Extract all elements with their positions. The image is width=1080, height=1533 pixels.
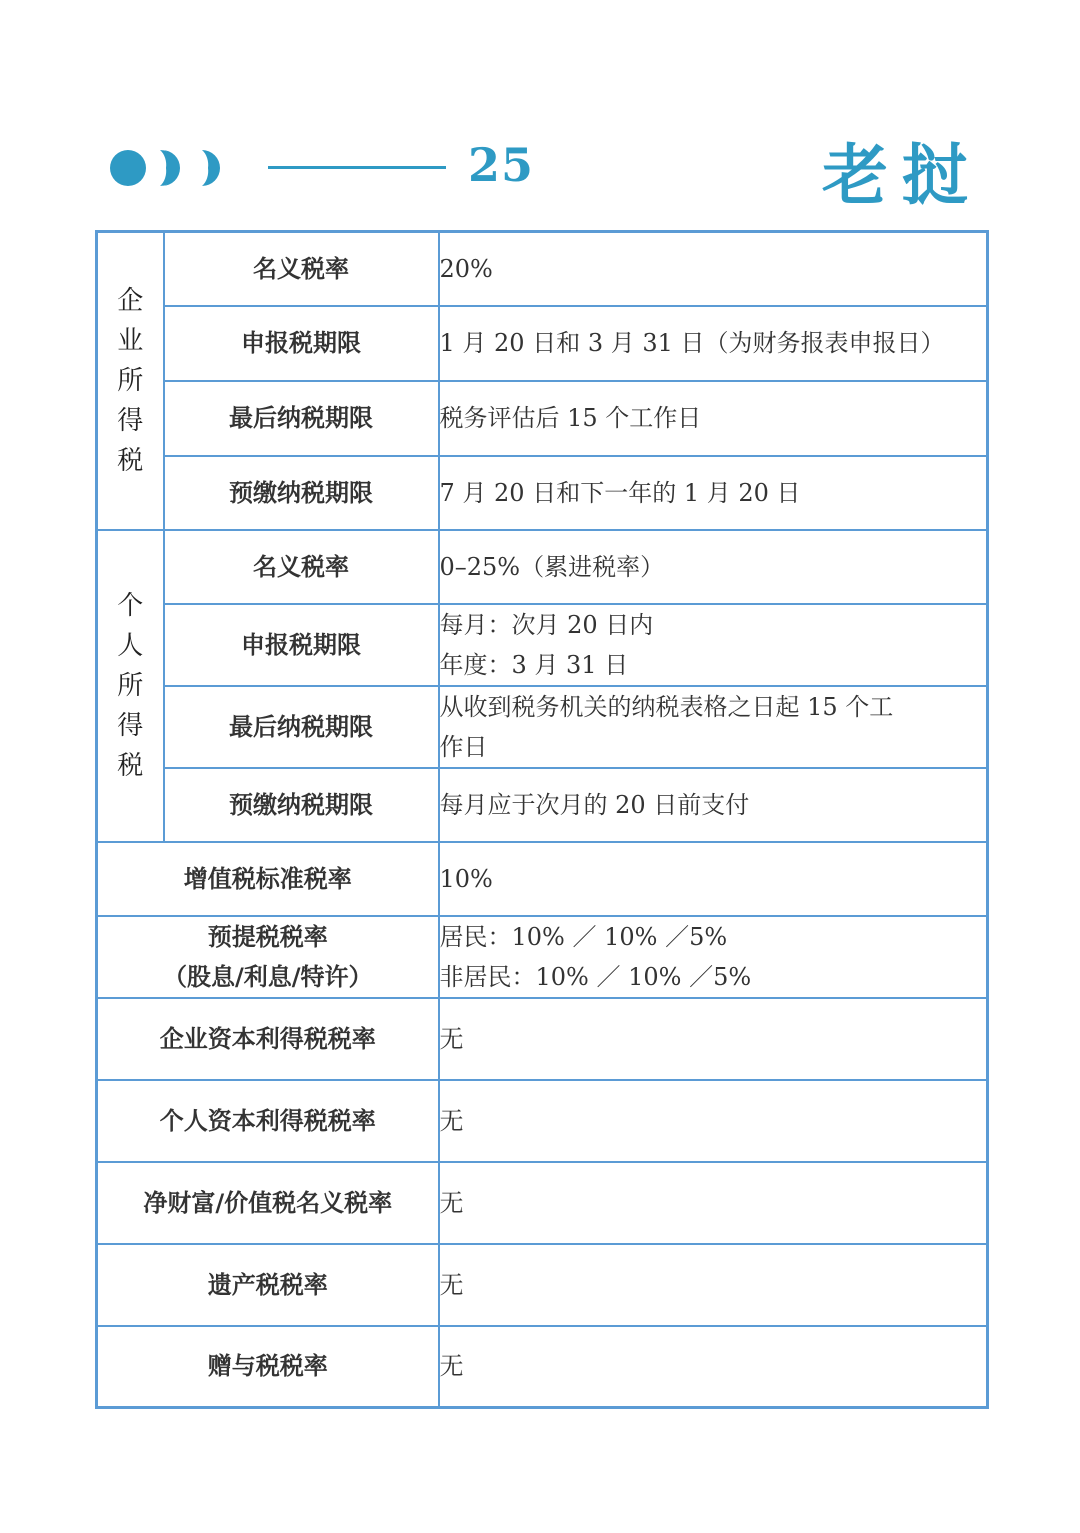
row-label: 预缴纳税期限 <box>164 768 439 842</box>
row-label: 企业资本利得税税率 <box>97 998 439 1080</box>
row-value: 无 <box>439 998 988 1080</box>
tax-table <box>95 230 989 1409</box>
row-value: 无 <box>439 1244 988 1326</box>
row-label: 预缴纳税期限 <box>164 456 439 530</box>
header-divider-line <box>268 166 446 169</box>
table-row <box>97 381 988 456</box>
table-row <box>97 1080 988 1162</box>
row-value: 10% <box>439 842 988 916</box>
row-label: 增值税标准税率 <box>97 842 439 916</box>
page-number: 25 <box>468 138 535 192</box>
decorative-dots-icon <box>110 150 230 186</box>
row-label: 最后纳税期限 <box>164 381 439 456</box>
table-row <box>97 604 988 686</box>
row-label: 预提税税率 （股息/利息/特许） <box>97 916 439 998</box>
table-row <box>97 768 988 842</box>
country-title: 老挝 <box>822 136 982 214</box>
row-value: 税务评估后 15 个工作日 <box>439 381 988 456</box>
table-row <box>97 998 988 1080</box>
row-label: 个人资本利得税税率 <box>97 1080 439 1162</box>
row-value: 无 <box>439 1162 988 1244</box>
table-row <box>97 1162 988 1244</box>
row-value: 每月应于次月的 20 日前支付 <box>439 768 988 842</box>
row-label: 申报税期限 <box>164 604 439 686</box>
row-value: 7 月 20 日和下一年的 1 月 20 日 <box>439 456 988 530</box>
group-corporate-income-tax: 企业所得税 <box>97 232 164 530</box>
row-label: 申报税期限 <box>164 306 439 381</box>
table-row <box>97 530 988 604</box>
row-value: 20% <box>439 232 988 306</box>
group-individual-income-tax: 个人所得税 <box>97 530 164 842</box>
table-row <box>97 1244 988 1326</box>
row-value: 无 <box>439 1080 988 1162</box>
page-header <box>0 0 1080 220</box>
row-label: 净财富/价值税名义税率 <box>97 1162 439 1244</box>
row-label: 遗产税税率 <box>97 1244 439 1326</box>
table-row <box>97 916 988 998</box>
row-value: 居民：10% ／ 10% ／5% 非居民：10% ／ 10% ／5% <box>439 916 988 998</box>
table-row <box>97 686 988 768</box>
row-value: 每月：次月 20 日内 年度：3 月 31 日 <box>439 604 988 686</box>
table-row <box>97 306 988 381</box>
row-value: 从收到税务机关的纳税表格之日起 15 个工 作日 <box>439 686 988 768</box>
table-row <box>97 1326 988 1408</box>
row-value: 无 <box>439 1326 988 1408</box>
table-row <box>97 842 988 916</box>
row-label: 名义税率 <box>164 232 439 306</box>
table-row <box>97 232 988 306</box>
row-label: 名义税率 <box>164 530 439 604</box>
row-label: 最后纳税期限 <box>164 686 439 768</box>
row-label: 赠与税税率 <box>97 1326 439 1408</box>
table-row <box>97 456 988 530</box>
row-value: 0–25%（累进税率） <box>439 530 988 604</box>
row-value: 1 月 20 日和 3 月 31 日（为财务报表申报日） <box>439 306 988 381</box>
